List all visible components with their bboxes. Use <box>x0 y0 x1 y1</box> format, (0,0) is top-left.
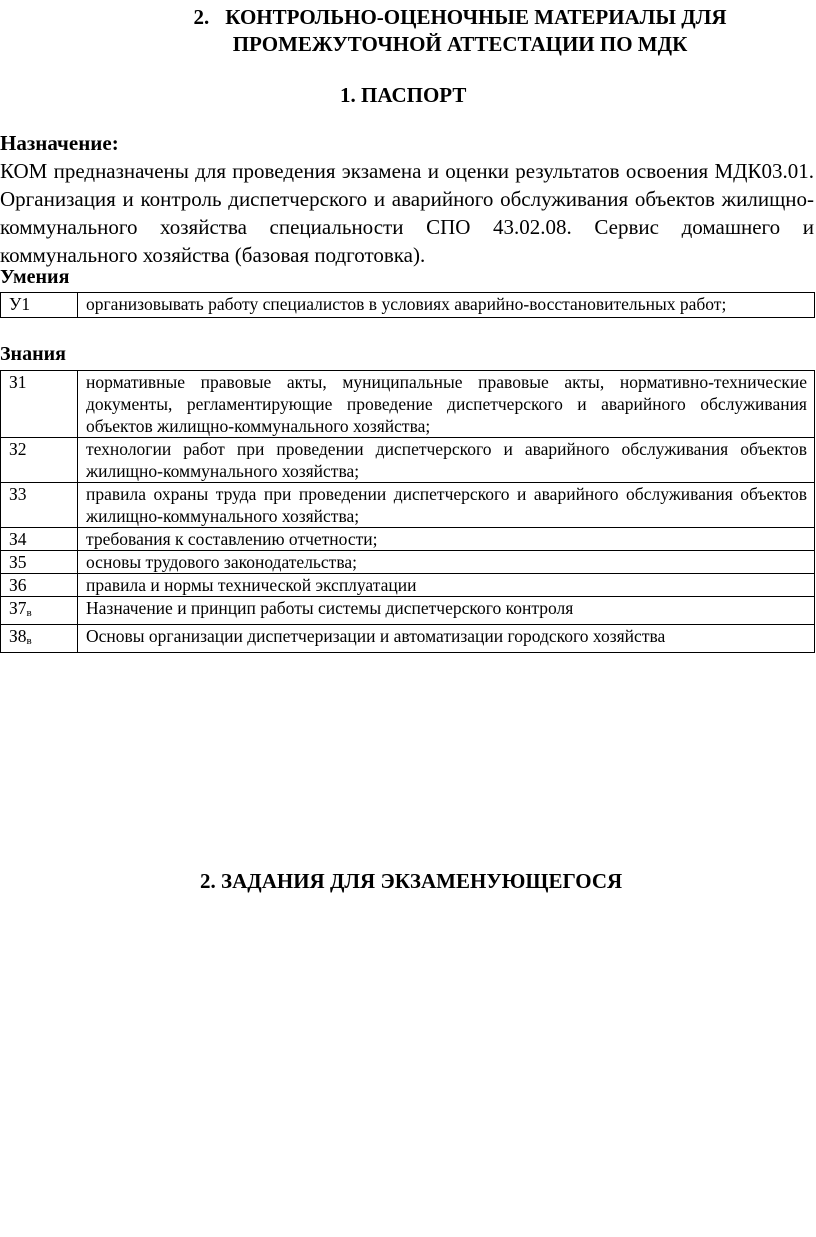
knowledge-text: требования к составлению отчетности; <box>78 528 815 551</box>
knowledge-code-main: З6 <box>9 575 27 595</box>
knowledge-text: нормативные правовые акты, муниципальные правовые акты, нормативно-технические документы, регламентирующие проведение диспетчерского и аварийного обслуживания объектов жилищно-коммунального хозяйства; <box>78 371 815 438</box>
knowledge-code <box>1 625 78 653</box>
knowledge-code <box>1 574 78 597</box>
knowledge-code <box>1 528 78 551</box>
knowledge-code <box>1 371 78 438</box>
knowledge-code <box>1 438 78 483</box>
main-heading-text-1: КОНТРОЛЬНО-ОЦЕНОЧНЫЕ МАТЕРИАЛЫ ДЛЯ <box>225 5 727 29</box>
knowledge-text: Основы организации диспетчеризации и автоматизации городского хозяйства <box>78 625 815 653</box>
table-row <box>1 371 815 438</box>
knowledge-code <box>1 551 78 574</box>
knowledge-code-main: З2 <box>9 439 27 459</box>
knowledge-code-subscript: в <box>26 607 32 619</box>
purpose-text: КОМ предназначены для проведения экзамена и оценки результатов освоения МДК03.01. Организация и контроль диспетчерского и аварийного обслуживания объектов жилищно-коммунального хозяйства специальности СПО 43.02.08. Сервис домашнего и коммунального хозяйства (базовая подготовка). <box>0 159 814 267</box>
table-row <box>1 574 815 597</box>
knowledge-code-main: З8 <box>9 626 27 646</box>
knowledge-text: Назначение и принцип работы системы диспетчерского контроля <box>78 597 815 625</box>
table-row <box>1 483 815 528</box>
tasks-heading: 2. ЗАДАНИЯ ДЛЯ ЭКЗАМЕНУЮЩЕГОСЯ <box>200 869 623 893</box>
knowledge-code <box>1 483 78 528</box>
skills-table <box>0 292 815 318</box>
skill-code: У1 <box>1 293 78 318</box>
knowledge-label: Знания <box>0 343 66 365</box>
knowledge-code-main: З1 <box>9 372 27 392</box>
knowledge-code-subscript: в <box>26 635 32 647</box>
skills-label: Умения <box>0 266 70 288</box>
passport-heading: 1. ПАСПОРТ <box>340 83 467 107</box>
knowledge-text: правила охраны труда при проведении диспетчерского и аварийного обслуживания объектов жилищно-коммунального хозяйства; <box>78 483 815 528</box>
table-row <box>1 528 815 551</box>
table-row <box>1 438 815 483</box>
purpose-label: Назначение: <box>0 131 119 155</box>
knowledge-text: правила и нормы технической эксплуатации <box>78 574 815 597</box>
knowledge-text: технологии работ при проведении диспетчерского и аварийного обслуживания объектов жилищно-коммунального хозяйства; <box>78 438 815 483</box>
knowledge-text: основы трудового законодательства; <box>78 551 815 574</box>
knowledge-code-main: З5 <box>9 552 27 572</box>
knowledge-code <box>1 597 78 625</box>
main-heading-line-1 <box>110 4 810 31</box>
table-row <box>1 293 815 318</box>
table-row <box>1 551 815 574</box>
main-heading-number: 2. <box>193 5 210 29</box>
main-heading <box>110 4 810 58</box>
table-row <box>1 625 815 653</box>
knowledge-code-main: З7 <box>9 598 27 618</box>
skill-text: организовывать работу специалистов в условиях аварийно-восстановительных работ; <box>78 293 815 318</box>
table-row <box>1 597 815 625</box>
knowledge-table <box>0 370 815 653</box>
knowledge-code-main: З4 <box>9 529 27 549</box>
knowledge-code-main: З3 <box>9 484 27 504</box>
main-heading-line-2: ПРОМЕЖУТОЧНОЙ АТТЕСТАЦИИ ПО МДК <box>232 32 688 56</box>
